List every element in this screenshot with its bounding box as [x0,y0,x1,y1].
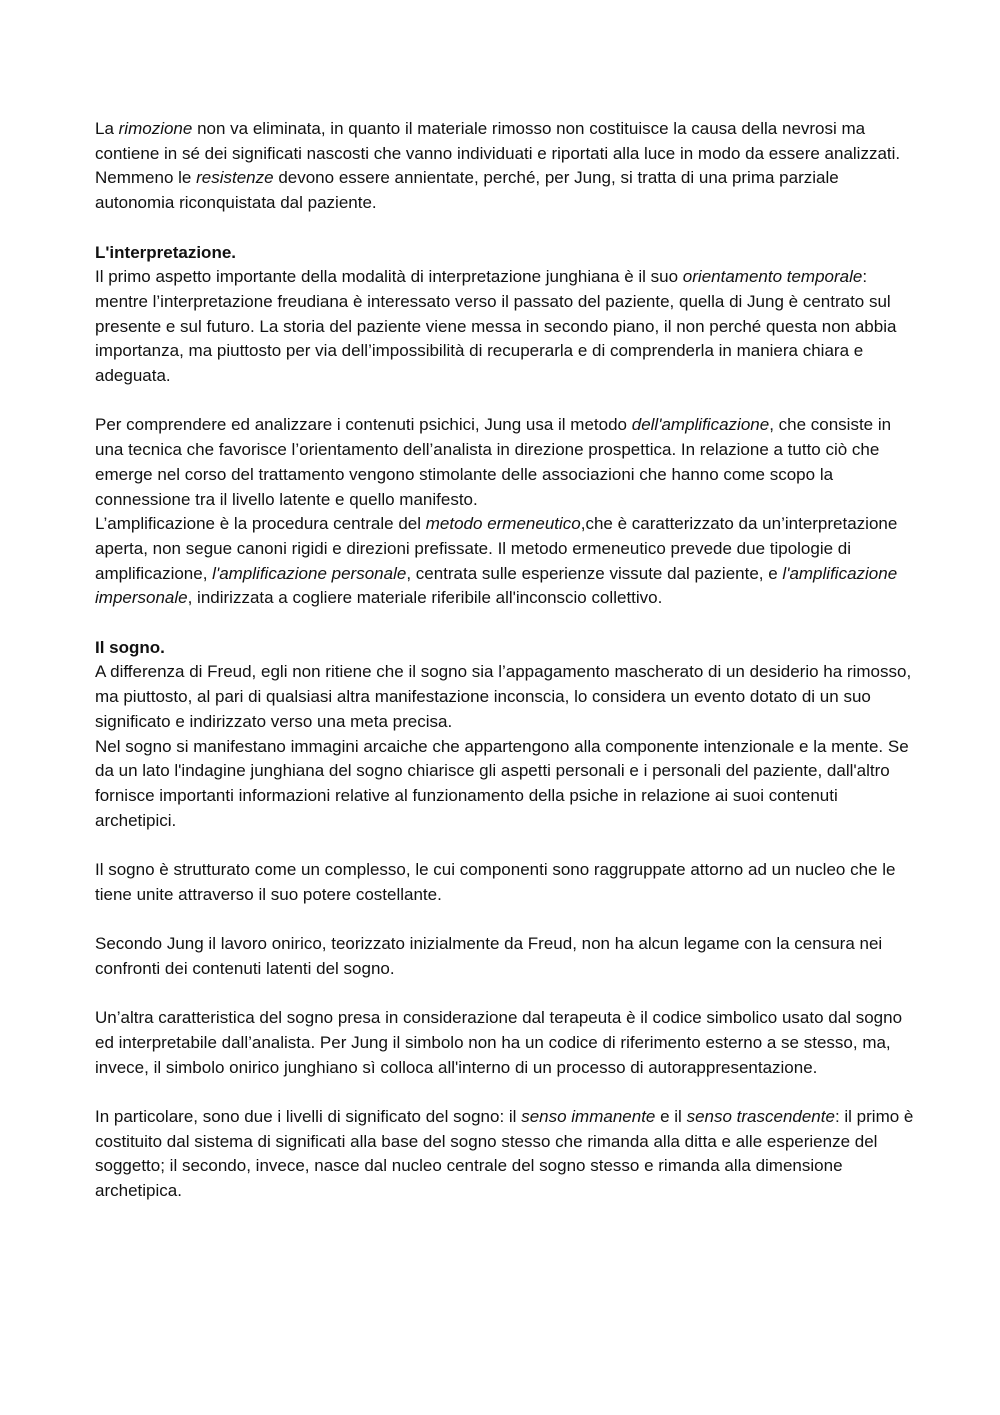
text-run: Nel sogno si manifestano immagini arcaiche che appartengono alla componente intenzionale e la mente. Se da un lato l'indagine junghiana del sogno chiarisce gli aspetti personali e i personali del paziente, dall'altro fornisce importanti informazioni relative al funzionamento della psiche in relazione ai suoi contenuti archetipici. [95,736,909,830]
text-run: In particolare, sono due i livelli di significato del sogno: il [95,1107,522,1127]
text-run: : mentre l’interpretazione freudiana è interessato verso il passato del paziente, quella di Jung è centrato sul presente e sul futuro. La storia del paziente viene messa in secondo piano, il non perché questa non abbia importanza, ma piuttosto per via dell’impossibilità di recuperarla e di comprenderla in maniera chiara e adeguata. [95,267,897,386]
paragraph [95,512,915,611]
text-run: L’amplificazione è la procedura centrale del [95,514,426,534]
paragraph-spacer [95,611,915,636]
paragraph [95,735,915,834]
paragraph [95,932,915,981]
text-run: , indirizzata a cogliere materiale riferibile all'inconscio collettivo. [187,588,663,608]
paragraph [95,166,915,215]
paragraph-spacer [95,833,915,858]
text-run: : il primo è costituito dal sistema di significati alla base del sogno stesso che rimanda alla ditta e alle esperienze del soggetto; il secondo, invece, nasce dal nucleo centrale del sogno stesso e rimanda alla dimensione archetipica. [95,1107,914,1201]
text-run: Per comprendere ed analizzare i contenuti psichici, Jung usa il metodo [95,415,632,435]
paragraph [95,265,915,389]
paragraph-spacer [95,216,915,241]
italic-term: l'amplificazione impersonale [95,563,898,608]
paragraph-spacer [95,389,915,414]
text-run: Il primo aspetto importante della modalità di interpretazione junghiana è il suo [95,267,683,287]
text-run: Il sogno. [95,637,165,657]
text-run: Secondo Jung il lavoro onirico, teorizzato inizialmente da Freud, non ha alcun legame con la censura nei confronti dei contenuti latenti del sogno. [95,934,883,978]
paragraph [95,1105,915,1204]
paragraph-spacer [95,982,915,1007]
text-run: , che consiste in una tecnica che favorisce l’orientamento dell’analista in direzione prospettica. In relazione a tutto ciò che emerge nel corso del trattamento vengono stimolante delle associazioni che hanno come scopo la connessione tra il livello latente e quello manifesto. [95,415,892,509]
italic-term: rimozione [118,119,193,138]
text-run: e il [655,1107,687,1127]
document-page [95,117,915,1204]
section-heading [95,241,915,266]
paragraph-spacer [95,907,915,932]
italic-term: dell'amplificazione [631,415,770,435]
italic-term: orientamento temporale [682,267,863,287]
text-run: devono essere annientate, perché, per Jung, si tratta di una prima parziale autonomia riconquistata dal paziente. [95,168,839,213]
paragraph [95,1006,915,1080]
text-run: Un’altra caratteristica del sogno presa in considerazione dal terapeuta è il codice simbolico usato dal sogno ed interpretabile dall’analista. Per Jung il simbolo non ha un codice di riferimento esterno a se stesso, ma, invece, il simbolo onirico junghiano sì colloca all'interno di un processo di autorappresentazione. [95,1008,903,1077]
italic-term: senso trascendente [686,1107,835,1127]
paragraph [95,858,915,907]
text-run: ,che è caratterizzato da un’interpretazione aperta, non segue canoni rigidi e direzioni prefissate. Il metodo ermeneutico prevede due tipologie di amplificazione, [95,514,898,583]
text-run: La [95,119,119,138]
paragraph-spacer [95,1080,915,1105]
paragraph [95,413,915,512]
text-run: Il sogno è strutturato come un complesso, le cui componenti sono raggruppate attorno ad un nucleo che le tiene unite attraverso il suo potere costellante. [95,860,896,904]
italic-term: l'amplificazione personale [212,563,407,583]
italic-term: senso immanente [521,1107,656,1127]
section-heading [95,636,915,661]
text-run: Nemmeno le [95,168,197,188]
paragraph [95,117,915,166]
text-run: L'interpretazione. [95,242,237,262]
text-run: non va eliminata, in quanto il materiale rimosso non costituisce la causa della nevrosi ma contiene in sé dei significati nascosti che vanno individuati e riportati alla luce in modo da essere analizzati. [95,119,901,163]
italic-term: metodo ermeneutico [425,514,581,534]
italic-term: resistenze [196,168,274,188]
text-run: , centrata sulle esperienze vissute dal paziente, e [406,563,783,583]
text-run: A differenza di Freud, egli non ritiene che il sogno sia l’appagamento mascherato di un desiderio ha rimosso, ma piuttosto, al pari di qualsiasi altra manifestazione inconscia, lo considera un evento dotato di un suo significato e indirizzato verso una meta precisa. [95,662,912,731]
paragraph [95,660,915,734]
